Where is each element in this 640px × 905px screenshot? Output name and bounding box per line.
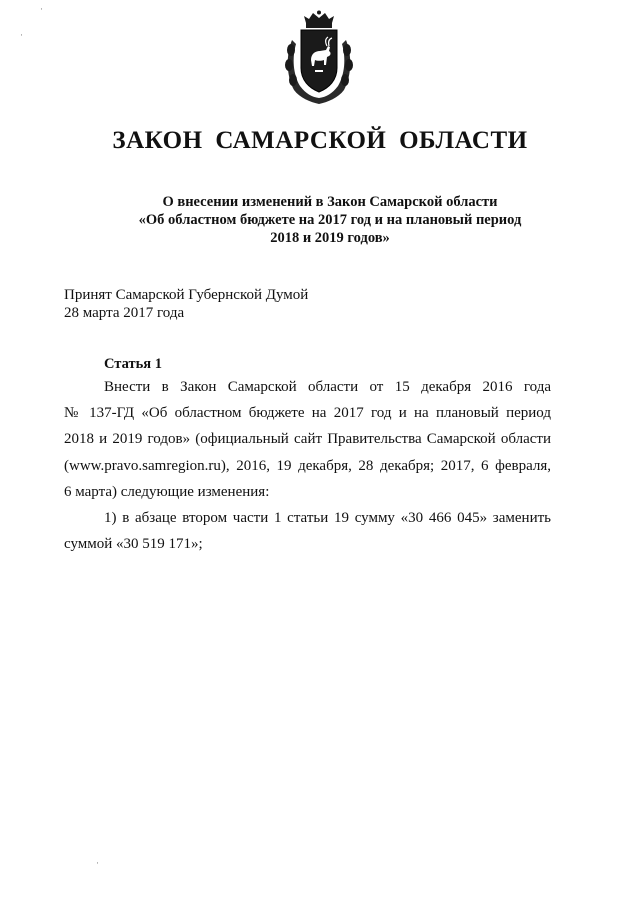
subtitle-line: 2018 и 2019 годов» — [270, 230, 390, 246]
law-subtitle — [60, 193, 600, 247]
law-title: ЗАКОН САМАРСКОЙ ОБЛАСТИ — [112, 127, 528, 154]
subtitle-line: «Об областном бюджете на 2017 год и на плановый период — [138, 212, 522, 228]
subtitle-line: О внесении изменений в Закон Самарской области — [162, 194, 498, 210]
paragraph-line: 2018 и 2019 годов» (официальный сайт Правительства Самарской области — [64, 431, 551, 448]
coat-of-arms-icon — [282, 10, 356, 106]
adoption-line: Принят Самарской Губернской Думой — [64, 287, 309, 303]
paragraph-line: № 137-ГД «Об областном бюджете на 2017 год и на плановый период — [64, 405, 551, 422]
adoption-note — [64, 286, 308, 322]
article-paragraph-2 — [64, 505, 551, 557]
paragraph-line: 1) в абзаце втором части 1 статьи 19 сумму «30 466 045» заменить — [104, 510, 551, 526]
adoption-date: 28 марта 2017 года — [64, 305, 185, 321]
article-heading: Статья 1 — [104, 356, 162, 372]
paragraph-line: суммой «30 519 171»; — [64, 536, 203, 553]
paragraph-line: 6 марта) следующие изменения: — [64, 483, 270, 500]
article-paragraph-1 — [64, 374, 551, 505]
paragraph-line: Внести в Закон Самарской области от 15 декабря 2016 года — [104, 379, 551, 395]
scan-speck: · — [40, 4, 43, 14]
paragraph-line: (www.pravo.samregion.ru), 2016, 19 декабря, 28 декабря; 2017, 6 февраля, — [64, 457, 551, 474]
scan-speck: · — [96, 858, 99, 868]
scan-speck: · — [20, 30, 23, 40]
